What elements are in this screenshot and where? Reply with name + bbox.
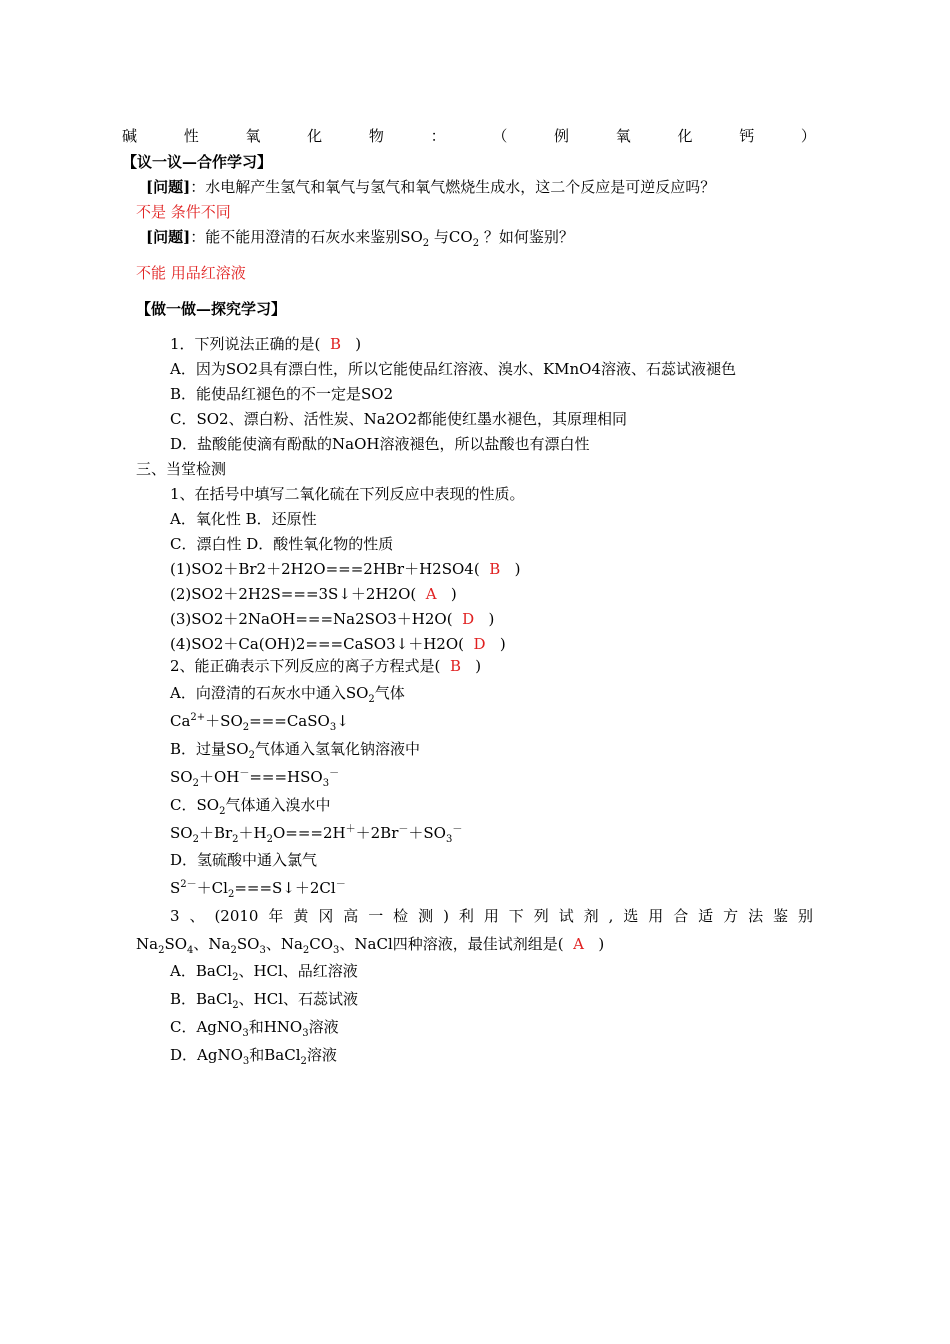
section-explore-heading: 【做一做—探究学习】 <box>136 300 287 318</box>
answer-letter: D <box>473 635 486 653</box>
answer-2: 不能 用品红溶液 <box>136 264 246 282</box>
answer-letter: B <box>489 560 501 578</box>
spread-char: 别 <box>797 907 813 925</box>
question-text: ：水电解产生氢气和氧气与氢气和氧气燃烧生成水，这二个反应是可逆反应吗？ <box>190 178 716 196</box>
spread-char: 例 <box>554 127 570 145</box>
test-1-reaction-1: (1)SO2＋Br2＋2H2O===2HBr＋H2SO4( B ) <box>170 560 521 578</box>
option-text: 、HCl、石蕊试液 <box>238 990 358 1008</box>
spread-char: 选 <box>623 907 639 925</box>
spread-char: 氧 <box>615 127 631 145</box>
spread-char: 测 <box>418 907 434 925</box>
test-3-option-c: C．AgNO$_3$和$HNO_3$溶液 <box>170 1018 339 1039</box>
spread-char: 氧 <box>245 127 261 145</box>
spread-char: 钙 <box>739 127 755 145</box>
option-text: 溶液 <box>306 1046 337 1064</box>
question-text: 与CO <box>429 228 473 246</box>
test-2-option-a: A．向澄清的石灰水中通入$SO_2$气体 <box>170 684 405 705</box>
spread-char: ） <box>800 127 816 145</box>
spread-char: 一 <box>368 907 384 925</box>
test-2-equation-a: $Ca^{2+}+SO_2===CaSO_3↓$ <box>170 712 349 733</box>
option-text: B．BaCl <box>170 990 233 1008</box>
spread-char: 适 <box>698 907 714 925</box>
answer-1: 不是 条件不同 <box>136 203 231 221</box>
spread-char: ： <box>430 127 446 145</box>
reaction-text: (2)SO2＋2H2S===3S↓＋2H2O( <box>170 585 417 603</box>
practice-1-option-a: A．因为SO2具有漂白性，所以它能使品红溶液、溴水、KMnO4溶液、石蕊试液褪色 <box>170 360 737 378</box>
spread-char: 方 <box>723 907 739 925</box>
reaction-text: (1)SO2＋Br2＋2H2O===2HBr＋H2SO4( <box>170 560 480 578</box>
answer-letter: A <box>425 585 437 603</box>
option-text: 溶液 <box>308 1018 339 1036</box>
test-2-equation-b: $SO_2+OH^-===HSO_3^-$ <box>170 768 340 789</box>
test-2-option-b: B．过量$SO_2$气体通入氢氧化钠溶液中 <box>170 740 420 761</box>
spread-char: 化 <box>307 127 323 145</box>
option-text: 气体通入氢氧化钠溶液中 <box>254 740 420 758</box>
test-1-reaction-4: (4)SO2＋Ca(OH)2===CaSO3↓＋H2O( D ) <box>170 635 506 653</box>
spread-char: 利 <box>458 907 474 925</box>
question-2: [问题]：能不能用澄清的石灰水来鉴别$SO_2$ 与$CO_2$ ？如何鉴别？ <box>146 228 574 249</box>
test-2-option-c: C．$SO_2$气体通入溴水中 <box>170 796 331 817</box>
spread-char: 物 <box>368 127 384 145</box>
test-2-equation-d: $S^{2-}+Cl_2===S↓+2Cl^-$ <box>170 879 346 900</box>
test-3-option-d: D．AgNO$_3$和BaCl$_2$溶液 <box>170 1046 337 1067</box>
test-3-stem-line2: $Na_2SO_4$、$Na_2SO_3$、$Na_2CO_3$、NaCl四种溶液，最佳试剂组是( A ) <box>136 935 605 956</box>
answer-letter: A <box>573 935 585 953</box>
spread-char: 碱 <box>122 127 138 145</box>
test-3-option-b: B．BaCl$_2$、HCl、石蕊试液 <box>170 990 358 1011</box>
option-text: 气体 <box>374 684 405 702</box>
practice-1-option-b: B．能使品红褪色的不一定是SO2 <box>170 385 394 403</box>
spread-char: 年 <box>268 907 284 925</box>
reaction-text: (4)SO2＋Ca(OH)2===CaSO3↓＋H2O( <box>170 635 464 653</box>
test-2-stem: 2、能正确表示下列反应的离子方程式是( B ) <box>170 657 482 675</box>
practice-1-option-d: D．盐酸能使滴有酚酞的NaOH溶液褪色，所以盐酸也有漂白性 <box>170 435 590 453</box>
answer-letter: B <box>449 657 461 675</box>
answer-letter: D <box>462 610 475 628</box>
spread-char: 用 <box>483 907 499 925</box>
spread-char: , <box>608 907 614 925</box>
question-text: ：能不能用澄清的石灰水来鉴别SO <box>190 228 423 246</box>
option-text: A．BaCl <box>170 962 233 980</box>
spread-char: 列 <box>533 907 549 925</box>
test-1-options-cd: C．漂白性 D．酸性氧化物的性质 <box>170 535 394 553</box>
test-1-options-ab: A．氧化性 B．还原性 <box>170 510 317 528</box>
spread-char: 性 <box>183 127 199 145</box>
option-text: 、HCl、品红溶液 <box>238 962 358 980</box>
option-text: D．AgNO <box>170 1046 243 1064</box>
section-discuss-heading: 【议一议—合作学习】 <box>122 153 273 171</box>
stem-text: 2、能正确表示下列反应的离子方程式是( <box>170 657 441 675</box>
test-3-stem-line1 <box>170 906 813 926</box>
test-2-option-d: D．氢硫酸中通入氯气 <box>170 851 318 869</box>
option-text: C．AgNO <box>170 1018 243 1036</box>
spread-char: 下 <box>508 907 524 925</box>
practice-1-stem <box>170 334 361 354</box>
spread-char: 法 <box>748 907 764 925</box>
stem-text: 四种溶液，最佳试剂组是( <box>392 935 564 953</box>
question-label: [问题] <box>146 228 191 246</box>
spread-char: 鉴 <box>773 907 789 925</box>
spread-char: 高 <box>343 907 359 925</box>
option-text: 和HNO <box>248 1018 303 1036</box>
stem-close: ) <box>355 335 362 353</box>
spread-char: 冈 <box>318 907 334 925</box>
spread-char: 化 <box>677 127 693 145</box>
spread-char: 黄 <box>293 907 309 925</box>
stem-text: 1．下列说法正确的是( <box>170 335 321 353</box>
spread-char: 试 <box>558 907 574 925</box>
question-text: ？如何鉴别？ <box>479 228 574 246</box>
option-text: C．SO <box>170 796 220 814</box>
spread-char: ) <box>443 907 449 925</box>
test-1-reaction-2: (2)SO2＋2H2S===3S↓＋2H2O( A ) <box>170 585 457 603</box>
question-label: [问题] <box>146 178 191 196</box>
equation-text: Ca <box>170 712 191 730</box>
answer-letter: B <box>329 335 341 353</box>
option-text: A．向澄清的石灰水中通入SO <box>170 684 369 702</box>
spread-char: 剂 <box>583 907 599 925</box>
test-1-stem: 1、在括号中填写二氧化硫在下列反应中表现的性质。 <box>170 485 525 503</box>
question-1 <box>146 177 715 197</box>
spread-char: 检 <box>393 907 409 925</box>
test-2-equation-c: $SO_2+Br_2+H_2O===2H^++2Br^-+SO_3^-$ <box>170 824 463 845</box>
test-3-option-a: A．BaCl$_2$、HCl、品红溶液 <box>170 962 358 983</box>
spread-char: 用 <box>648 907 664 925</box>
title-line-basic-oxide <box>122 126 816 146</box>
reaction-text: (3)SO2＋2NaOH===Na2SO3＋H2O( <box>170 610 453 628</box>
practice-1-option-c: C．SO2、漂白粉、活性炭、Na2O2都能使红墨水褪色，其原理相同 <box>170 410 628 428</box>
option-text: 和BaCl <box>249 1046 301 1064</box>
spread-char: 3 <box>170 907 180 925</box>
spread-char: 、 <box>189 907 205 925</box>
section-3-heading: 三、当堂检测 <box>136 460 227 478</box>
option-text: 气体通入溴水中 <box>225 796 331 814</box>
spread-char: 合 <box>673 907 689 925</box>
spread-char: （ <box>492 127 508 145</box>
test-1-reaction-3: (3)SO2＋2NaOH===Na2SO3＋H2O( D ) <box>170 610 495 628</box>
spread-char: (2010 <box>214 907 259 925</box>
option-text: B．过量SO <box>170 740 249 758</box>
